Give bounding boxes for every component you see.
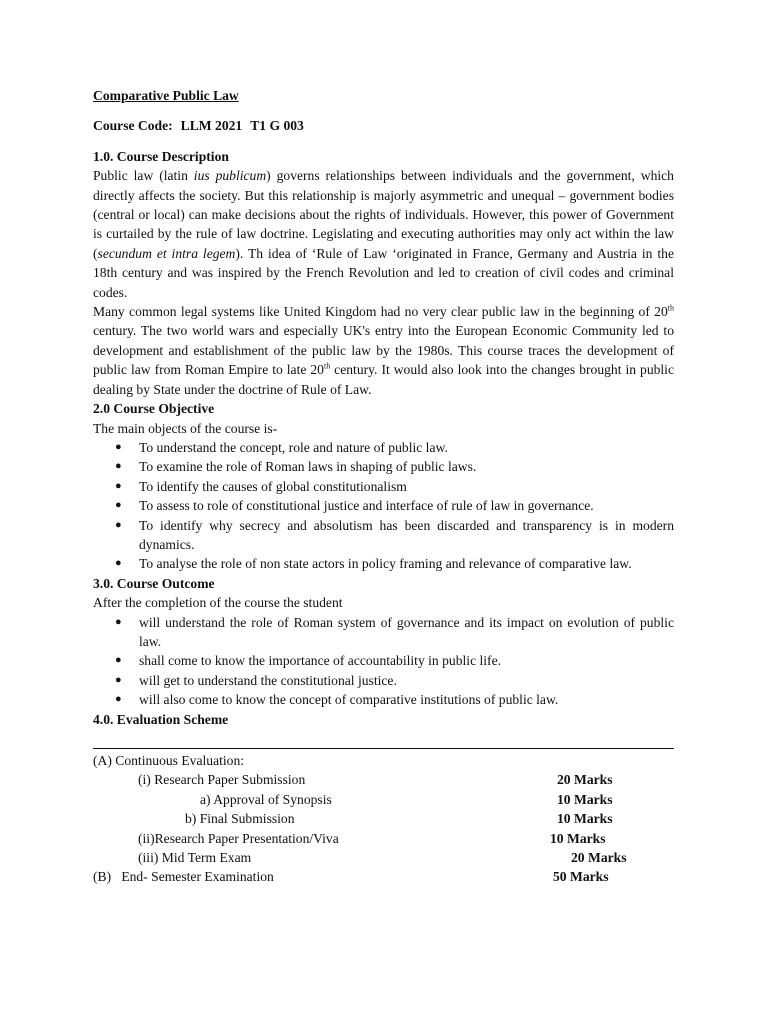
description-paragraph-1: [93, 166, 674, 302]
list-item-text: To assess to role of constitutional justice and interface of rule of law in governance.: [139, 498, 594, 514]
list-item-text: To analyse the role of non state actors in policy framing and relevance of comparative law.: [139, 556, 632, 572]
list-item-text: To identify why secrecy and absolutism has been discarded and transparency is in modern dynamics.: [139, 517, 674, 552]
desc-text: ). Th idea of ‘Rule of Law ‘originated in France, Germany and Austria in the 18th century and was inspired by the French Revolution and led to creation of civil codes and criminal codes.: [93, 245, 674, 300]
bullet-icon: ●: [115, 479, 122, 492]
bullet-icon: ●: [115, 615, 122, 628]
desc-text: century. It would also look into the changes brought in public dealing by State under the doctrine of Rule of Law.: [93, 362, 674, 397]
eval-marks: 10 Marks: [557, 811, 613, 827]
list-item: [93, 671, 674, 690]
desc-italic-term: secundum et intra legem: [97, 245, 236, 261]
outcome-intro: After the completion of the course the student: [93, 595, 343, 611]
superscript: th: [323, 361, 331, 371]
table-row: [93, 829, 674, 848]
list-item-text: To identify the causes of global constitutionalism: [139, 478, 407, 494]
table-row: [93, 751, 674, 770]
section-heading-evaluation: 4.0. Evaluation Scheme: [93, 711, 229, 727]
eval-marks: 20 Marks: [571, 849, 627, 865]
eval-label: b) Final Submission: [185, 811, 295, 827]
table-row: [93, 809, 674, 828]
eval-label: (A) Continuous Evaluation:: [93, 753, 245, 768]
eval-marks: 10 Marks: [557, 791, 613, 807]
table-row: [93, 848, 674, 867]
eval-label: (ii)Research Paper Presentation/Viva: [138, 830, 339, 846]
course-code-label: Course Code:: [93, 118, 173, 134]
section-heading-objective: 2.0 Course Objective: [93, 401, 215, 417]
bullet-icon: ●: [115, 440, 122, 453]
bullet-icon: ●: [115, 654, 122, 667]
section-heading-outcome: 3.0. Course Outcome: [93, 575, 215, 591]
table-row: [93, 770, 674, 789]
list-item: [93, 613, 674, 652]
table-row: [93, 867, 674, 886]
course-code-value: LLM 2021: [180, 118, 243, 134]
list-item-text: To examine the role of Roman laws in shaping of public laws.: [139, 459, 477, 475]
list-item: [93, 457, 674, 476]
desc-text: century. The two world wars and especially UK's entry into the European Economic Community led to development and establishment of the public law by the 1980s. This course traces the development of public law from Roman Empire to late 20: [93, 323, 674, 378]
horizontal-divider: [93, 748, 674, 749]
bullet-icon: ●: [115, 557, 122, 570]
list-item: [93, 438, 674, 457]
bullet-icon: ●: [115, 499, 122, 512]
list-item: [93, 496, 674, 515]
eval-marks: 50 Marks: [553, 869, 609, 885]
list-item-text: will get to understand the constitutional justice.: [139, 672, 397, 688]
list-item-text: will also come to know the concept of comparative institutions of public law.: [139, 692, 559, 708]
eval-marks: 10 Marks: [550, 830, 606, 846]
desc-text: Public law (latin: [93, 168, 194, 184]
document-page: [93, 86, 674, 887]
objective-list: [93, 438, 674, 574]
list-item: [93, 690, 674, 709]
course-code-section: T1 G 003: [250, 118, 304, 134]
bullet-icon: ●: [115, 693, 122, 706]
document-title: Comparative Public Law: [93, 88, 239, 103]
eval-label: (iii) Mid Term Exam: [138, 849, 252, 865]
bullet-icon: ●: [115, 673, 122, 686]
bullet-icon: ●: [115, 518, 122, 531]
list-item: [93, 516, 674, 555]
list-item-text: will understand the role of Roman system of governance and its impact on evolution of public law.: [139, 614, 674, 649]
outcome-list: [93, 613, 674, 710]
list-item: [93, 554, 674, 573]
eval-marks: 20 Marks: [557, 772, 613, 788]
desc-text: Many common legal systems like United Kingdom had no very clear public law in the beginning of 20: [93, 304, 668, 320]
eval-label: (i) Research Paper Submission: [138, 772, 306, 788]
section-heading-description: 1.0. Course Description: [93, 148, 229, 164]
desc-italic-term: ius publicum: [193, 168, 267, 184]
list-item: [93, 477, 674, 496]
list-item: [93, 651, 674, 670]
eval-label: a) Approval of Synopsis: [200, 791, 332, 807]
course-code-line: [93, 116, 674, 135]
list-item-text: To understand the concept, role and nature of public law.: [139, 439, 448, 455]
eval-label: (B) End- Semester Examination: [93, 869, 274, 885]
description-paragraph-2: [93, 302, 674, 399]
desc-text: ) governs relationships between individuals and the government, which directly affects the society. But this relationship is majorly asymmetric and unequal – government bodies (central or local) can make decisions about the rights of individuals. However, this power of Government is curtailed by the rule of law doctrine. Legislating and executing authorities may only act within the law (: [93, 168, 674, 261]
evaluation-table: [93, 751, 674, 887]
table-row: [93, 790, 674, 809]
superscript: th: [667, 303, 674, 313]
bullet-icon: ●: [115, 460, 122, 473]
list-item-text: shall come to know the importance of accountability in public life.: [139, 653, 502, 669]
objective-intro: The main objects of the course is-: [93, 420, 278, 436]
